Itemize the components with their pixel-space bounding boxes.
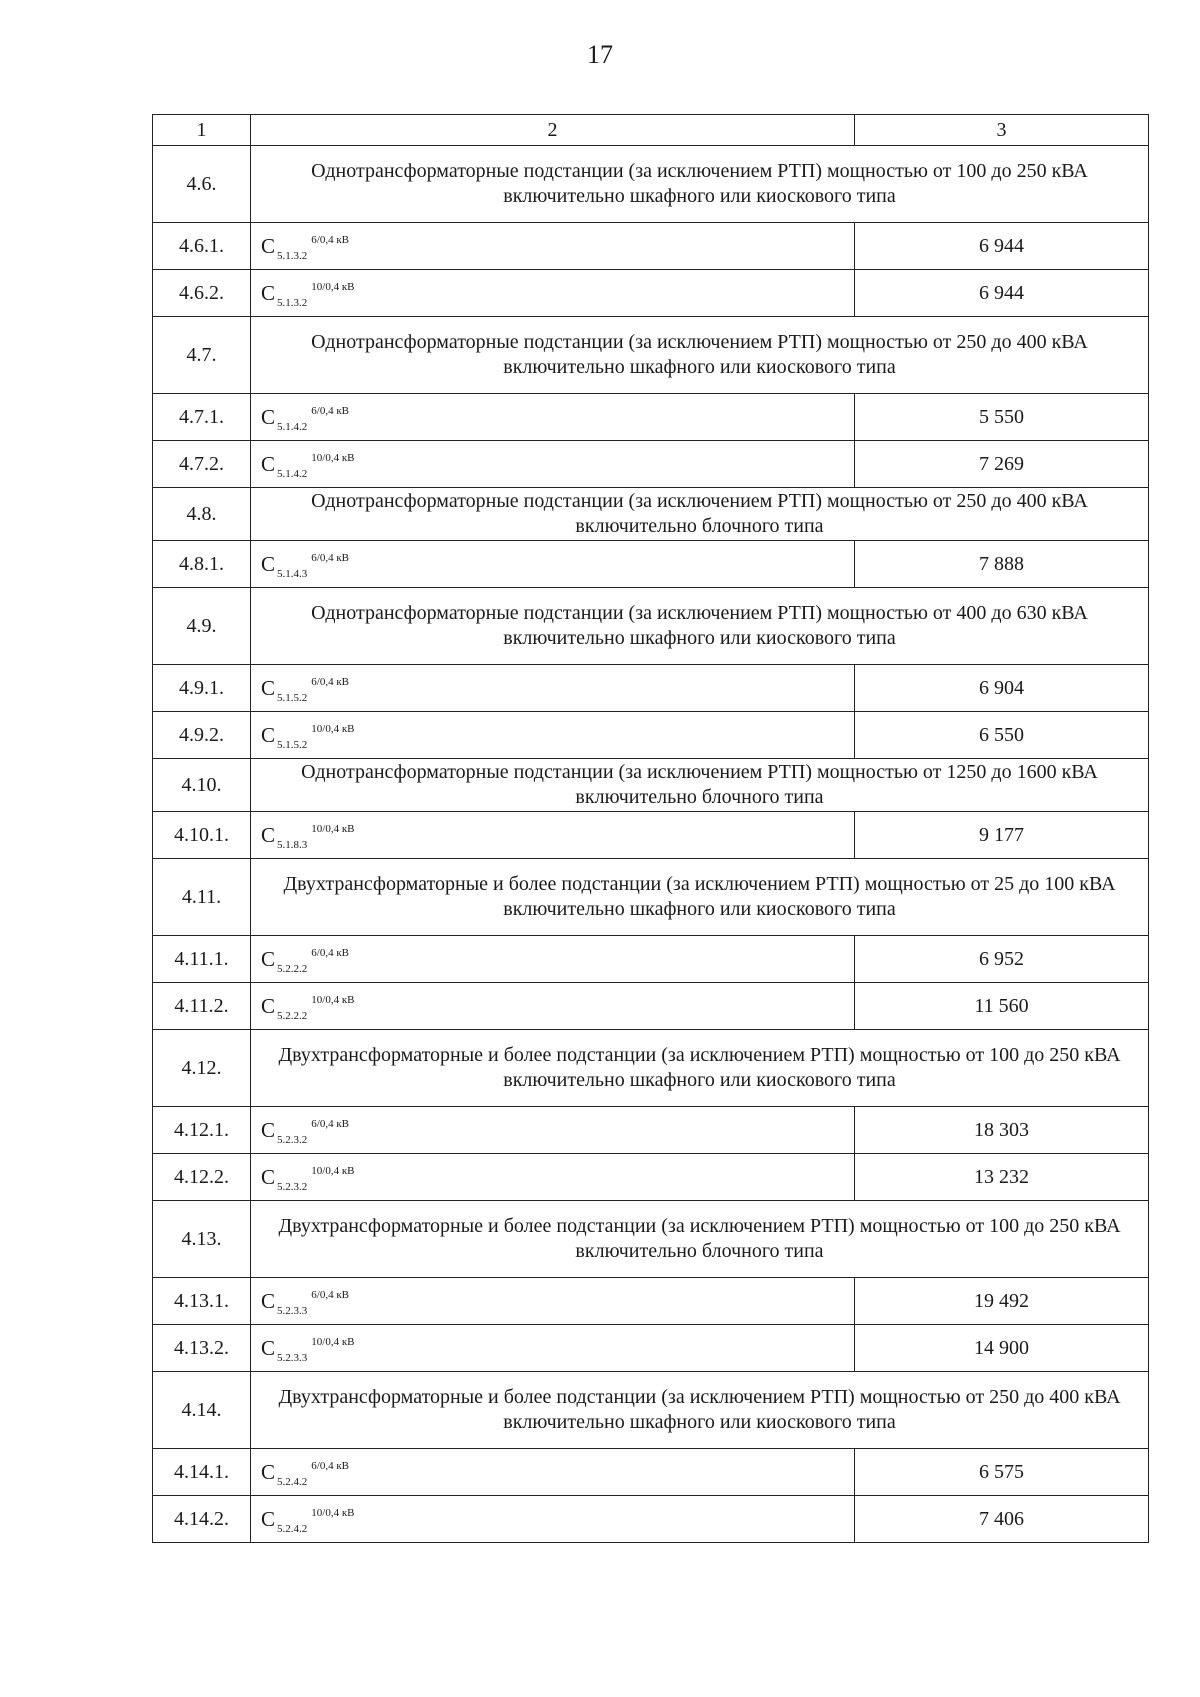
tariff-code	[251, 394, 855, 441]
section-row	[153, 317, 1149, 394]
tariff-code-voltage: 10/0,4 кВ	[311, 822, 355, 835]
item-number: 4.12.2.	[153, 1154, 251, 1201]
item-number: 4.7.1.	[153, 394, 251, 441]
item-row	[153, 1107, 1149, 1154]
item-number: 4.8.1.	[153, 541, 251, 588]
item-row	[153, 936, 1149, 983]
item-row	[153, 1449, 1149, 1496]
tariff-value: 5 550	[855, 394, 1149, 441]
section-row	[153, 859, 1149, 936]
tariff-code-index: 5.1.4.3	[277, 567, 308, 580]
tariff-code-voltage: 6/0,4 кВ	[311, 551, 350, 564]
item-row	[153, 1278, 1149, 1325]
tariff-value: 7 406	[855, 1496, 1149, 1543]
tariff-code-voltage: 10/0,4 кВ	[311, 1164, 355, 1177]
tariff-code-index: 5.1.4.2	[277, 467, 308, 480]
tariff-code	[251, 1278, 855, 1325]
item-number: 4.13.2.	[153, 1325, 251, 1372]
tariff-code-voltage: 6/0,4 кВ	[311, 1459, 350, 1472]
tariff-code-index: 5.2.4.2	[277, 1475, 308, 1488]
item-number: 4.6.2.	[153, 270, 251, 317]
tariff-value: 19 492	[855, 1278, 1149, 1325]
tariff-code	[251, 1107, 855, 1154]
tariff-value: 6 952	[855, 936, 1149, 983]
tariff-code-index: 5.1.3.2	[277, 249, 308, 262]
tariff-code-voltage: 10/0,4 кВ	[311, 280, 355, 293]
section-number: 4.11.	[153, 859, 251, 936]
tariff-code-letter: С	[261, 822, 276, 847]
tariff-code	[251, 441, 855, 488]
tariff-code	[251, 1325, 855, 1372]
header-col-2: 2	[251, 115, 855, 146]
tariff-value: 9 177	[855, 812, 1149, 859]
header-row	[153, 115, 1149, 146]
section-row	[153, 1372, 1149, 1449]
item-number: 4.13.1.	[153, 1278, 251, 1325]
section-number: 4.8.	[153, 488, 251, 541]
section-row	[153, 1201, 1149, 1278]
tariff-code-voltage: 6/0,4 кВ	[311, 1117, 350, 1130]
section-description: Двухтрансформаторные и более подстанции (за исключением РТП) мощностью от 25 до 100 кВА включительно шкафного или киоскового типа	[251, 859, 1149, 936]
item-number: 4.6.1.	[153, 223, 251, 270]
page-number: 17	[587, 40, 613, 69]
item-number: 4.7.2.	[153, 441, 251, 488]
item-row	[153, 983, 1149, 1030]
section-row	[153, 146, 1149, 223]
tariff-code-index: 5.1.5.2	[277, 691, 308, 704]
tariff-code-index: 5.2.3.2	[277, 1180, 308, 1193]
tariff-code-letter: С	[261, 1117, 276, 1142]
item-number: 4.10.1.	[153, 812, 251, 859]
tariff-code-letter: С	[261, 993, 276, 1018]
tariff-code	[251, 983, 855, 1030]
tariff-value: 6 550	[855, 712, 1149, 759]
item-number: 4.14.1.	[153, 1449, 251, 1496]
tariff-code-index: 5.1.8.3	[277, 838, 308, 851]
tariff-code	[251, 223, 855, 270]
item-number: 4.11.2.	[153, 983, 251, 1030]
section-description: Однотрансформаторные подстанции (за исключением РТП) мощностью от 100 до 250 кВА включительно шкафного или киоскового типа	[251, 146, 1149, 223]
tariff-code-letter: С	[261, 946, 276, 971]
section-number: 4.6.	[153, 146, 251, 223]
section-description: Однотрансформаторные подстанции (за исключением РТП) мощностью от 250 до 400 кВА включительно блочного типа	[251, 488, 1149, 541]
tariff-value: 6 944	[855, 223, 1149, 270]
tariff-code-index: 5.2.2.2	[277, 962, 308, 975]
item-number: 4.9.1.	[153, 665, 251, 712]
item-row	[153, 1154, 1149, 1201]
section-description: Однотрансформаторные подстанции (за исключением РТП) мощностью от 400 до 630 кВА включительно шкафного или киоскового типа	[251, 588, 1149, 665]
tariff-code-voltage: 6/0,4 кВ	[311, 1288, 350, 1301]
section-number: 4.14.	[153, 1372, 251, 1449]
tariff-code-voltage: 6/0,4 кВ	[311, 946, 350, 959]
tariff-code-letter: С	[261, 451, 276, 476]
tariff-code-index: 5.2.3.2	[277, 1133, 308, 1146]
tariff-code	[251, 541, 855, 588]
tariff-code-letter: С	[261, 1506, 276, 1531]
section-row	[153, 759, 1149, 812]
tariff-code-letter: С	[261, 280, 276, 305]
tariff-code-letter: С	[261, 675, 276, 700]
item-row	[153, 441, 1149, 488]
section-number: 4.7.	[153, 317, 251, 394]
tariff-code-voltage: 10/0,4 кВ	[311, 993, 355, 1006]
tariff-value: 11 560	[855, 983, 1149, 1030]
tariff-code-index: 5.1.5.2	[277, 738, 308, 751]
section-number: 4.13.	[153, 1201, 251, 1278]
tariff-code-voltage: 10/0,4 кВ	[311, 1335, 355, 1348]
section-description: Однотрансформаторные подстанции (за исключением РТП) мощностью от 250 до 400 кВА включительно шкафного или киоскового типа	[251, 317, 1149, 394]
tariff-code	[251, 812, 855, 859]
item-row	[153, 270, 1149, 317]
section-description: Двухтрансформаторные и более подстанции (за исключением РТП) мощностью от 250 до 400 кВА включительно шкафного или киоскового типа	[251, 1372, 1149, 1449]
section-description: Однотрансформаторные подстанции (за исключением РТП) мощностью от 1250 до 1600 кВА включительно блочного типа	[251, 759, 1149, 812]
item-row	[153, 223, 1149, 270]
tariff-code-index: 5.2.4.2	[277, 1522, 308, 1535]
item-row	[153, 1325, 1149, 1372]
item-number: 4.9.2.	[153, 712, 251, 759]
tariff-code-letter: С	[261, 1335, 276, 1360]
tariff-value: 13 232	[855, 1154, 1149, 1201]
header-col-1: 1	[153, 115, 251, 146]
tariff-code-index: 5.2.3.3	[277, 1351, 308, 1364]
item-number: 4.12.1.	[153, 1107, 251, 1154]
tariff-code-voltage: 10/0,4 кВ	[311, 1506, 355, 1519]
tariff-code-letter: С	[261, 233, 276, 258]
tariff-value: 6 904	[855, 665, 1149, 712]
item-row	[153, 1496, 1149, 1543]
item-number: 4.14.2.	[153, 1496, 251, 1543]
tariff-value: 7 269	[855, 441, 1149, 488]
tariff-code	[251, 1154, 855, 1201]
tariff-code-letter: С	[261, 722, 276, 747]
tariff-value: 6 944	[855, 270, 1149, 317]
section-description: Двухтрансформаторные и более подстанции (за исключением РТП) мощностью от 100 до 250 кВА включительно шкафного или киоскового типа	[251, 1030, 1149, 1107]
tariff-code-voltage: 10/0,4 кВ	[311, 451, 355, 464]
tariff-code	[251, 712, 855, 759]
tariff-code-letter: С	[261, 404, 276, 429]
section-row	[153, 488, 1149, 541]
item-number: 4.11.1.	[153, 936, 251, 983]
tariff-code-index: 5.2.2.2	[277, 1009, 308, 1022]
tariff-value: 14 900	[855, 1325, 1149, 1372]
tariff-code-voltage: 10/0,4 кВ	[311, 722, 355, 735]
tariff-code-voltage: 6/0,4 кВ	[311, 233, 350, 246]
tariff-value: 18 303	[855, 1107, 1149, 1154]
tariff-code-voltage: 6/0,4 кВ	[311, 675, 350, 688]
tariff-code-voltage: 6/0,4 кВ	[311, 404, 350, 417]
tariff-code	[251, 936, 855, 983]
tariff-table	[152, 114, 1149, 1543]
tariff-code-letter: С	[261, 1459, 276, 1484]
section-row	[153, 1030, 1149, 1107]
header-col-3: 3	[855, 115, 1149, 146]
tariff-code	[251, 1496, 855, 1543]
item-row	[153, 812, 1149, 859]
item-row	[153, 394, 1149, 441]
tariff-code-letter: С	[261, 1288, 276, 1313]
tariff-code	[251, 665, 855, 712]
tariff-value: 7 888	[855, 541, 1149, 588]
tariff-code-letter: С	[261, 551, 276, 576]
tariff-value: 6 575	[855, 1449, 1149, 1496]
section-number: 4.12.	[153, 1030, 251, 1107]
tariff-code-index: 5.2.3.3	[277, 1304, 308, 1317]
tariff-code	[251, 1449, 855, 1496]
item-row	[153, 712, 1149, 759]
item-row	[153, 541, 1149, 588]
section-description: Двухтрансформаторные и более подстанции (за исключением РТП) мощностью от 100 до 250 кВА включительно блочного типа	[251, 1201, 1149, 1278]
tariff-code-index: 5.1.4.2	[277, 420, 308, 433]
section-row	[153, 588, 1149, 665]
item-row	[153, 665, 1149, 712]
tariff-code-index: 5.1.3.2	[277, 296, 308, 309]
tariff-code	[251, 270, 855, 317]
section-number: 4.9.	[153, 588, 251, 665]
tariff-code-letter: С	[261, 1164, 276, 1189]
section-number: 4.10.	[153, 759, 251, 812]
